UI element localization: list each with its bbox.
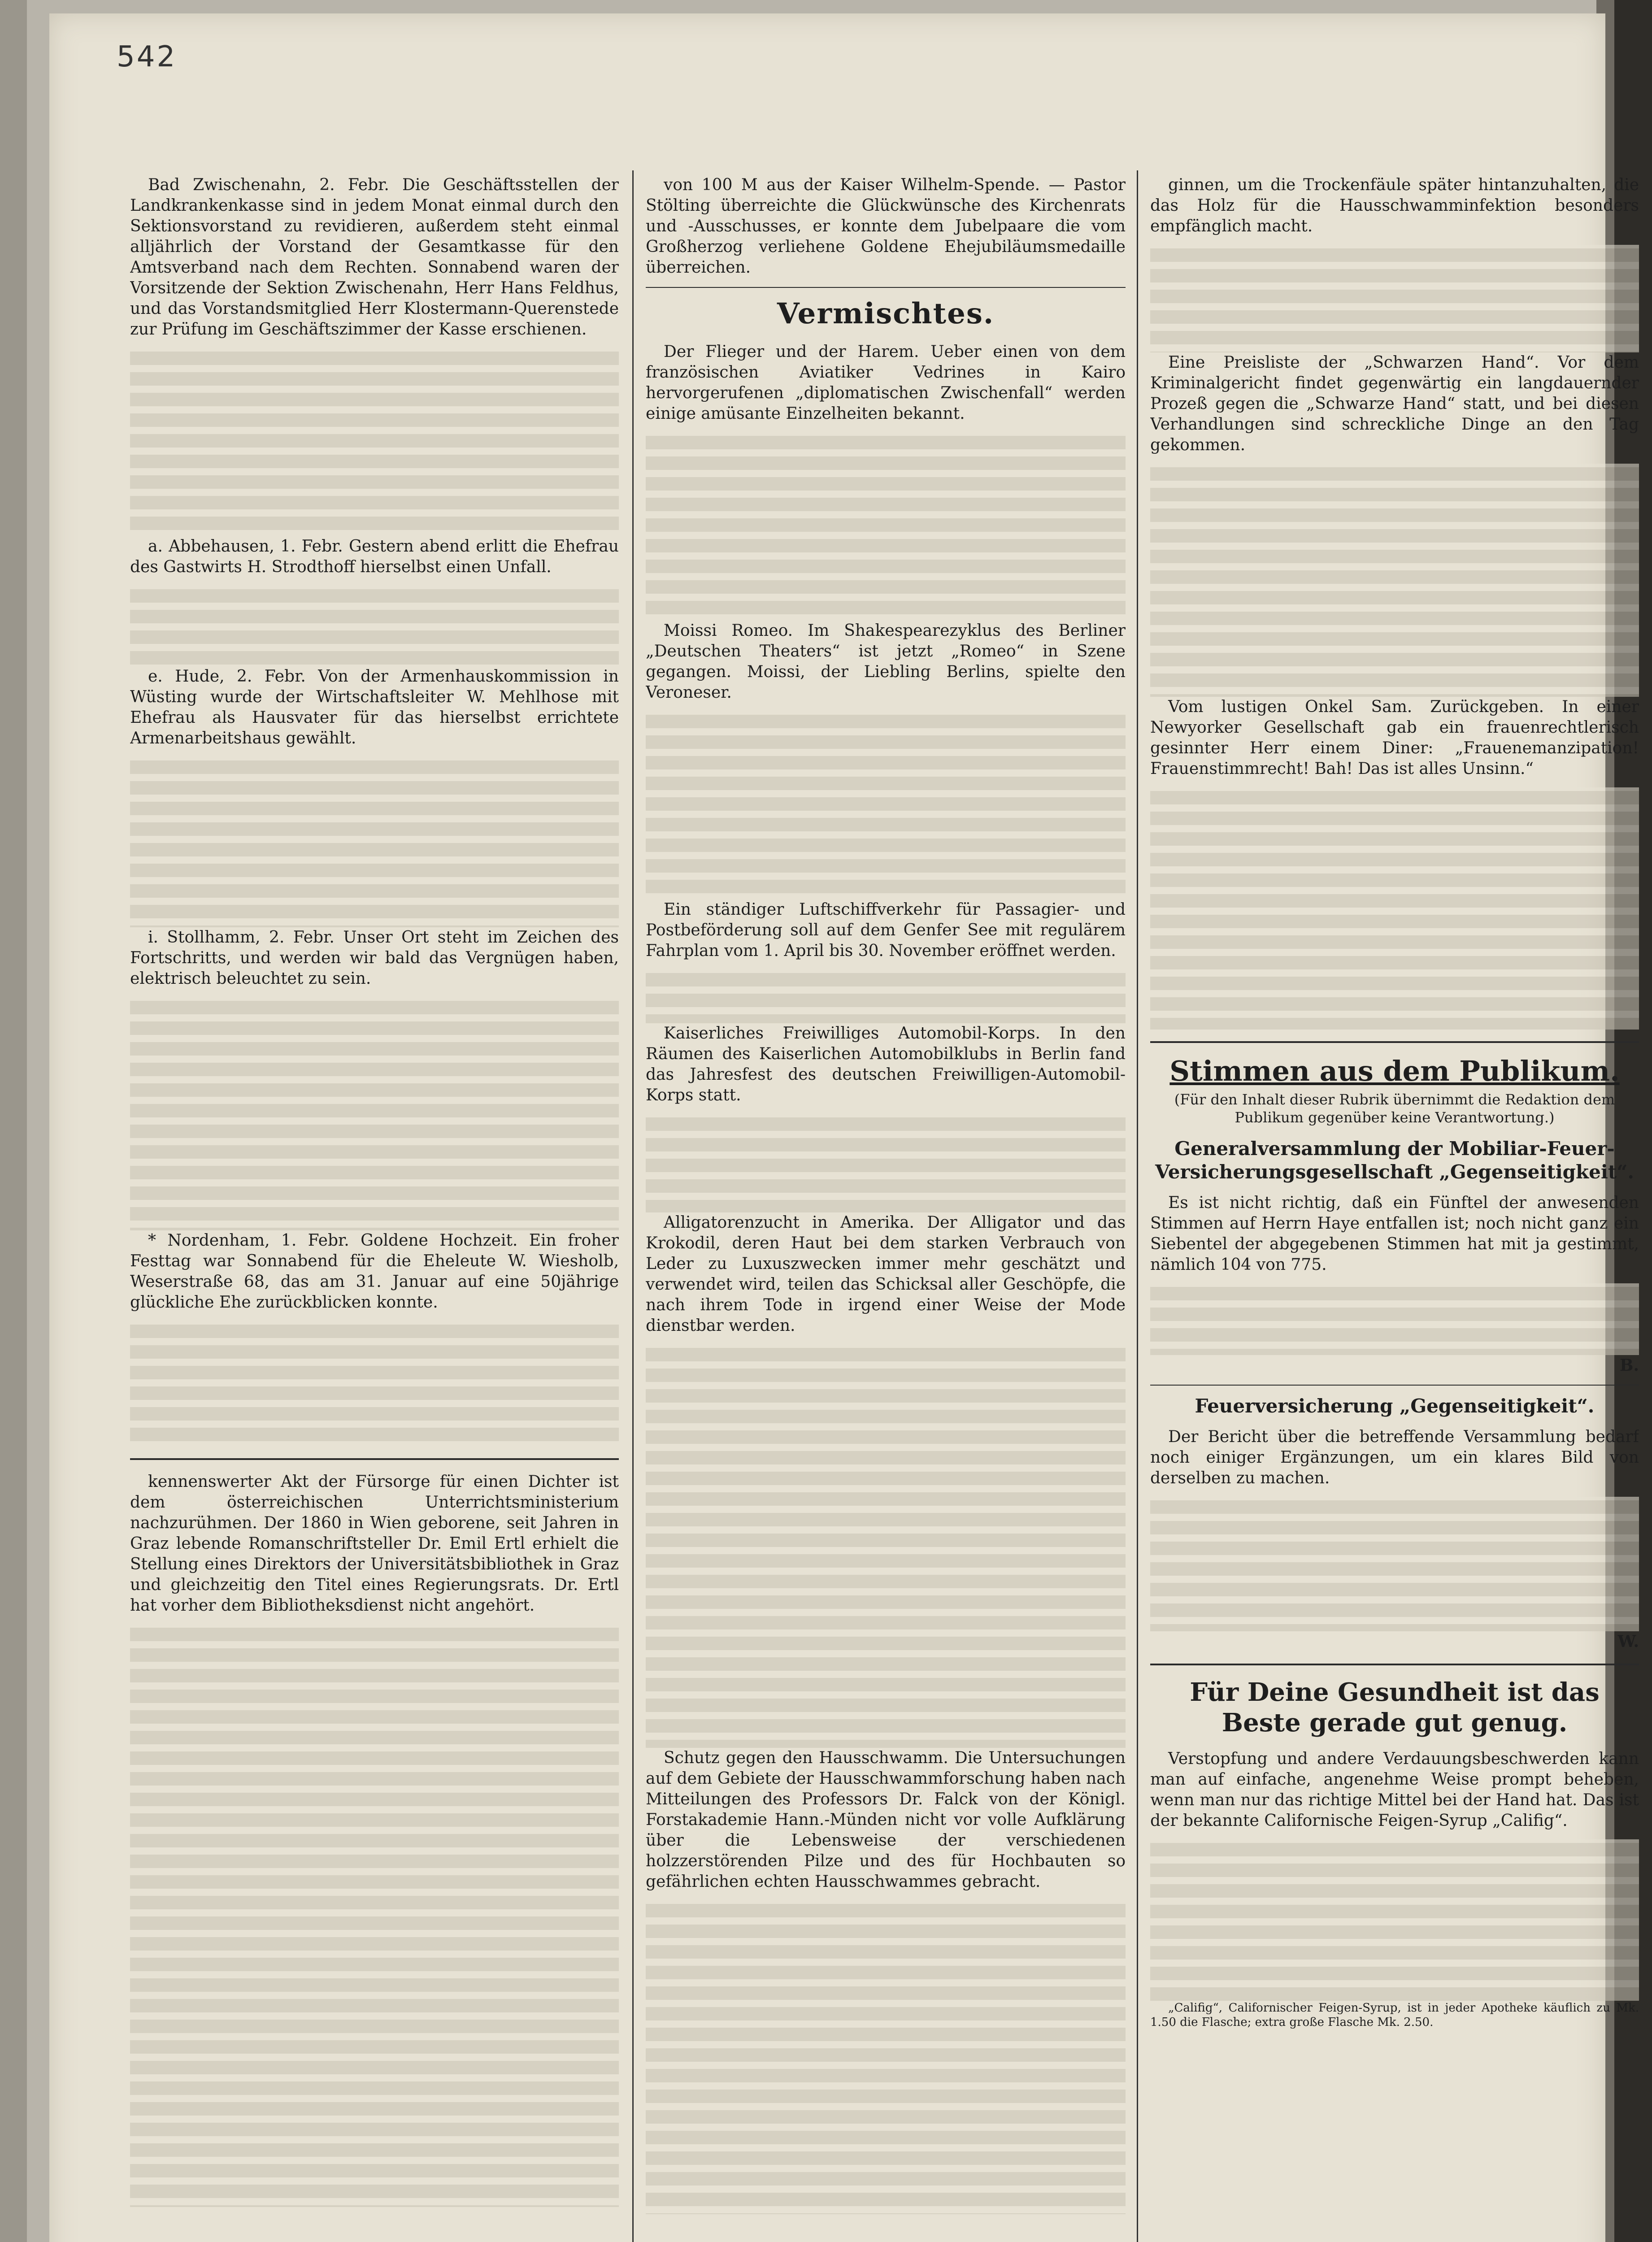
article-nordenham: * Nordenham, 1. Febr. Goldene Hochzeit. Ein froher Festtag war Sonnabend für die Eheleute W. Wiesholb, Weserstraße 68, das am 31. Januar auf eine 50jährige glückliche Ehe zurückblicken konnte. <box>130 1231 619 1312</box>
text-continuation <box>1150 1497 1639 1631</box>
text-continuation <box>646 711 1126 899</box>
article-generalversammlung: Es ist nicht richtig, daß ein Fünftel der anwesenden Stimmen auf Herrn Haye entfallen ist; noch nicht ganz ein Siebentel der abgegebenen Stimmen hat mit ja gestimmt, nämlich 104 von 775. <box>1150 1194 1639 1274</box>
ad-heading-gesundheit: Für Deine Gesundheit ist das Beste gerade gut genug. <box>1190 1677 1600 1738</box>
text-continuation <box>646 969 1126 1023</box>
newspaper-page <box>49 13 1639 2242</box>
divider <box>1150 1385 1639 1386</box>
column-1 <box>130 175 619 2242</box>
text-continuation <box>130 1624 619 2207</box>
article-feuerversicherung: Der Bericht über die betreffende Versammlung bedarf noch einiger Ergänzungen, um ein klares Bild von derselben zu machen. <box>1150 1428 1639 1487</box>
section-disclaimer: (Für den Inhalt dieser Rubrik übernimmt die Redaktion dem Publikum gegenüber keine Verantwortung.) <box>1174 1091 1615 1126</box>
section-divider <box>1150 1041 1639 1043</box>
article-hausschwamm: Schutz gegen den Hausschwamm. Die Untersuchungen auf dem Gebiete der Hausschwammforschung haben nach Mitteilungen des Professors Dr. Falck von der Königl. Forstakademie Hann.-Münden nicht vor volle Aufklärung über die Lebensweise der verschiedenen holzzerstörenden Pilze und des für Hochbauten so gefährlichen echten Hausschwammes gebracht. <box>646 1749 1126 1891</box>
divider <box>646 287 1126 288</box>
section-heading-vermischtes: Vermischtes. <box>777 297 995 330</box>
article-abbehausen: a. Abbehausen, 1. Febr. Gestern abend erlitt die Ehefrau des Gastwirts H. Strodthoff hierselbst einen Unfall. <box>130 537 619 576</box>
text-continuation <box>646 1344 1126 1748</box>
text-continuation <box>130 348 619 536</box>
article-zwischenahn: Bad Zwischenahn, 2. Febr. Die Geschäftsstellen der Landkrankenkasse sind in jedem Monat einmal durch den Sektionsvorstand zu revidieren, außerdem steht einmal alljährlich der Vorstand der Gesamtkasse für den Amtsverband nach dem Rechten. Sonnabend waren der Vorsitzende der Sektion Zwischenahn, Herr Hans Feldhus, und das Vorstandsmitglied Herr Klostermann-Querenstede zur Prüfung im Geschäftszimmer der Kasse erschienen. <box>130 176 619 339</box>
text-continuation <box>1150 464 1639 697</box>
column-2 <box>646 175 1126 2242</box>
text-continuation <box>646 1900 1126 2214</box>
article-alligator: Alligatorenzucht in Amerika. Der Alligator und das Krokodil, deren Haut bei dem starken Verbrauch von Leder zu Luxuszwecken immer mehr geschätzt und verwendet wird, teilen das Schicksal aller Geschöpfe, die nach ihrem Tode in irgend einer Weise der Mode dienstbar werden. <box>646 1213 1126 1335</box>
ad-divider <box>1150 1664 1639 1665</box>
text-continuation <box>130 586 619 666</box>
article-hausschwamm-end: ginnen, um die Trockenfäule später hintanzuhalten, die das Holz für die Hausschwamminfektion besonders empfänglich macht. <box>1150 176 1639 235</box>
text-continuation <box>1150 787 1639 1030</box>
text-continuation <box>130 757 619 927</box>
article-onkel-sam: Vom lustigen Onkel Sam. Zurückgeben. In einer Newyorker Gesellschaft gab ein frauenrechtlerisch gesinnter Herr einem Diner: „Frauenemanzipation! Frauenstimmrecht! Bah! Das ist alles Unsinn.“ <box>1150 698 1639 778</box>
signature-b: B. <box>1620 1356 1639 1375</box>
article-stollhamm: i. Stollhamm, 2. Febr. Unser Ort steht im Zeichen des Fortschritts, und werden wir bald das Vergnügen haben, elektrisch beleuchtet zu sein. <box>130 928 619 988</box>
text-continuation <box>646 432 1126 621</box>
article-ertl: kennenswerter Akt der Fürsorge für einen Dichter ist dem österreichischen Unterrichtsministerium nachzurühmen. Der 1860 in Wien geborene, seit Jahren in Graz lebende Romanschriftsteller Dr. Emil Ertl erhielt die Stellung eines Direktors der Universitätsbibliothek in Graz und gleichzeitig den Titel eines Regierungsrats. Dr. Ertl hat vorher dem Bibliotheksdienst nicht angehört. <box>130 1473 619 1615</box>
text-continuation <box>1150 245 1639 352</box>
text-continuation <box>1150 1283 1639 1355</box>
column-3 <box>1150 175 1639 2242</box>
scan-edge-left <box>0 0 27 2242</box>
text-continuation <box>130 997 619 1230</box>
column-rule-2 <box>1137 170 1138 2242</box>
text-continuation <box>646 1114 1126 1212</box>
article-heading-generalversammlung: Generalversammlung der Mobiliar-Feuer-Versicherungsgesellschaft „Gegenseitigkeit“. <box>1155 1138 1635 1183</box>
article-hude: e. Hude, 2. Febr. Von der Armenhauskommission in Wüsting wurde der Wirtschaftsleiter W. Mehlhose mit Ehefrau als Hausvater für das hierselbst errichtete Armenarbeitshaus gewählt. <box>130 667 619 747</box>
signature-w: W. <box>1617 1632 1639 1651</box>
section-heading-publikum: Stimmen aus dem Publikum. <box>1169 1055 1620 1087</box>
article-flieger-harem: Der Flieger und der Harem. Ueber einen von dem französischen Aviatiker Vedrines in Kairo hervorgerufenen „diplomatischen Zwischenfall“ werden einige amüsante Einzelheiten bekannt. <box>646 343 1126 423</box>
ad-califig-fineprint: „Califig“, Californischer Feigen-Syrup, ist in jeder Apotheke käuflich zu Mk. 1.50 die Flasche; extra große Flasche Mk. 2.50. <box>1150 2001 1639 2029</box>
article-automobil-korps: Kaiserliches Freiwilliges Automobil-Korps. In den Räumen des Kaiserlichen Automobilklubs in Berlin fand das Jahresfest des deutschen Freiwilligen-Automobil-Korps statt. <box>646 1024 1126 1104</box>
text-continuation <box>130 1321 619 1447</box>
article-jubilee-end: von 100 M aus der Kaiser Wilhelm-Spende. — Pastor Stölting überreichte die Glückwünsche des Kirchenrats und -Ausschusses, er konnte dem Jubelpaare die vom Großherzog verliehene Goldene Ehejubiläumsmedaille überreichen. <box>646 176 1126 277</box>
page-number: 542 <box>117 40 177 74</box>
text-continuation <box>1150 1839 1639 2001</box>
ad-califig-text: Verstopfung und andere Verdauungsbeschwerden kann man auf einfache, angenehme Weise prompt beheben, wenn man nur das richtige Mittel bei der Hand hat. Das ist der bekannte Californische Feigen-Syrup „Califig“. <box>1150 1750 1639 1830</box>
article-heading-feuerversicherung: Feuerversicherung „Gegenseitigkeit“. <box>1195 1395 1595 1417</box>
article-moissi-romeo: Moissi Romeo. Im Shakespearezyklus des Berliner „Deutschen Theaters“ ist jetzt „Romeo“ in Szene gegangen. Moissi, der Liebling Berlins, spielte den Veroneser. <box>646 621 1126 702</box>
section-divider <box>130 1458 619 1460</box>
column-rule-1 <box>632 170 634 2242</box>
article-schwarze-hand: Eine Preisliste der „Schwarzen Hand“. Vor dem Kriminalgericht findet gegenwärtig ein langdauernder Prozeß gegen die „Schwarze Hand“ statt, und bei diesen Verhandlungen sind schreckliche Dinge an den Tag gekommen. <box>1150 353 1639 454</box>
article-luftschiff: Ein ständiger Luftschiffverkehr für Passagier- und Postbeförderung soll auf dem Genfer See mit regulärem Fahrplan vom 1. April bis 30. November eröffnet werden. <box>646 900 1126 960</box>
